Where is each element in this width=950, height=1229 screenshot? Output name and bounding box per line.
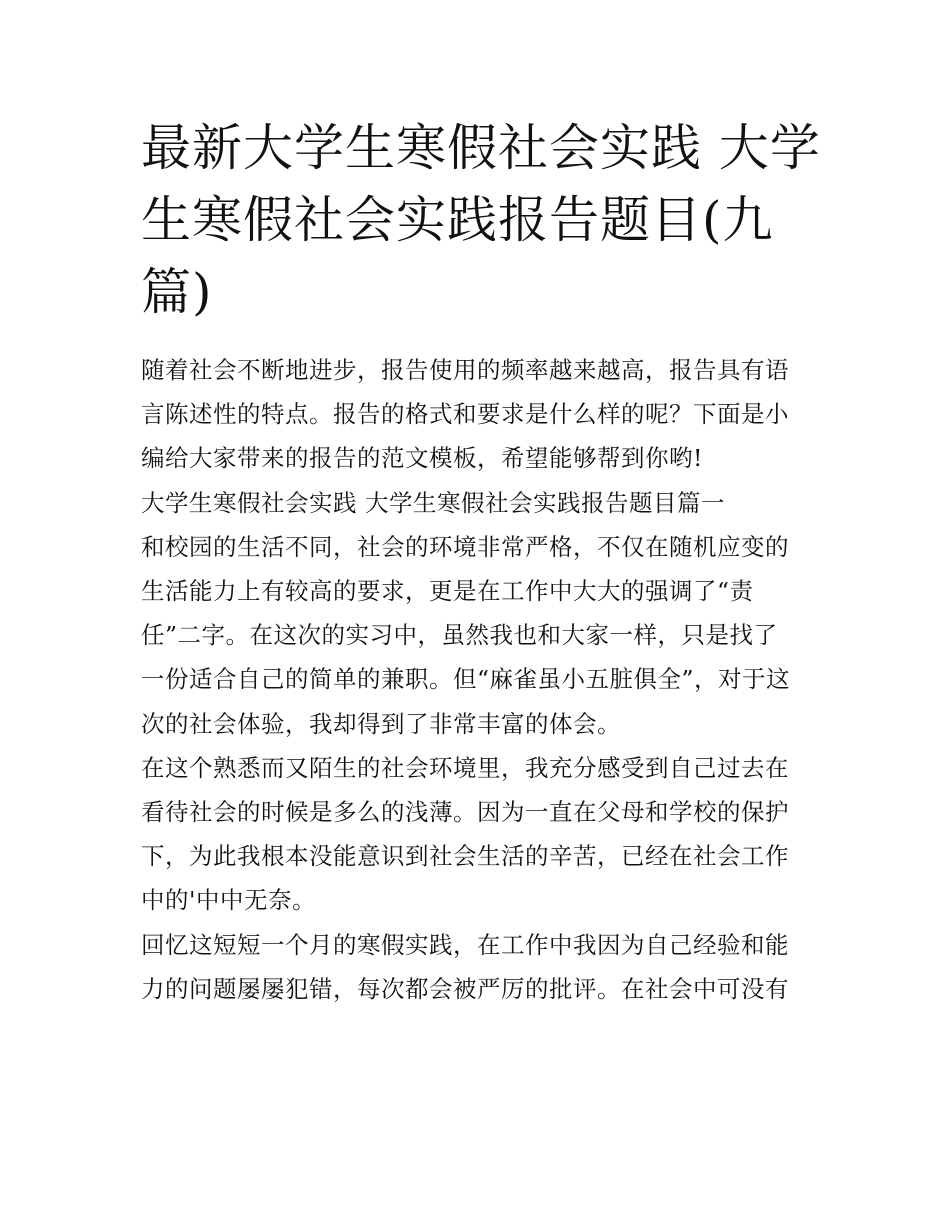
title-line: 篇) [141,263,213,321]
document-content [141,112,821,1011]
paragraph-line: 任”二字。在这次的实习中，虽然我也和大家一样，只是找了 [141,621,778,650]
section-heading: 大学生寒假社会实践 大学生寒假社会实践报告题目篇一 [141,488,725,517]
paragraph-line: 一份适合自己的简单的兼职。但“麻雀虽小五脏俱全”，对于这 [141,665,791,694]
paragraph-line: 看待社会的时候是多么的浅薄。因为一直在父母和学校的保护 [141,798,789,827]
document-title [141,112,821,328]
paragraph-line: 在这个熟悉而又陌生的社会环境里，我充分感受到自己过去在 [141,753,789,782]
intro-line: 编给大家带来的报告的范文模板，希望能够帮到你哟! [141,444,703,473]
paragraph-line: 生活能力上有较高的要求，更是在工作中大大的强调了“责 [141,577,754,606]
paragraph-line: 下，为此我根本没能意识到社会生活的辛苦，已经在社会工作 [141,842,789,871]
document-body [141,348,815,1011]
title-line: 生寒假社会实践报告题目(九 [141,191,774,249]
title-line: 最新大学生寒假社会实践 大学 [141,119,821,177]
paragraph-line: 次的社会体验，我却得到了非常丰富的体会。 [141,709,621,738]
intro-line: 言陈述性的特点。报告的格式和要求是什么样的呢？下面是小 [141,400,789,429]
paragraph-line: 和校园的生活不同，社会的环境非常严格，不仅在随机应变的 [141,532,789,561]
paragraph-line: 中的'中中无奈。 [141,886,316,915]
paragraph-line: 力的问题屡屡犯错，每次都会被严厉的批评。在社会中可没有 [141,974,789,1003]
intro-line: 随着社会不断地进步，报告使用的频率越来越高，报告具有语 [141,356,789,384]
paragraph-line: 回忆这短短一个月的寒假实践，在工作中我因为自己经验和能 [141,930,789,959]
